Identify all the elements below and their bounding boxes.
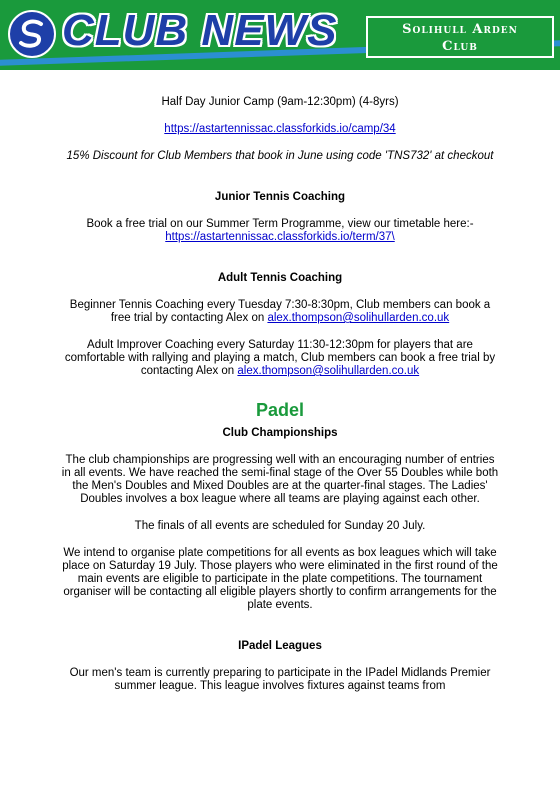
camp-title: Half Day Junior Camp (9am-12:30pm) (4-8yrs) bbox=[161, 96, 399, 108]
championships-paragraph-3: We intend to organise plate competitions for all events as box leagues which will take place on Saturday 19 July. Those players who were eliminated in the first round of the main events are eligible to participate in the plate competitions. The tournament organiser will be contacting all eligible players shortly to confirm arrangements for the plate events. bbox=[62, 547, 498, 611]
newsletter-content bbox=[60, 96, 500, 693]
leagues-paragraph-1: Our men's team is currently preparing to participate in the IPadel Midlands Premier summer league. This league involves fixtures against teams from bbox=[69, 667, 491, 692]
club-name-line1: Solihull Arden bbox=[402, 22, 518, 37]
padel-heading: Padel bbox=[255, 400, 305, 420]
championships-paragraph-1: The club championships are progressing well with an encouraging number of entries in all events. We have reached the semi-final stage of the Over 55 Doubles while both the Men's Doubles and Mixed Doubles are at the quarter-final stages. The Ladies' Doubles involves a box league where all teams are playing against each other. bbox=[61, 454, 499, 505]
junior-heading: Junior Tennis Coaching bbox=[214, 191, 346, 203]
junior-text bbox=[60, 218, 500, 244]
banner-title: CLUB NEWS bbox=[62, 6, 338, 55]
adult-beginner-body: Beginner Tennis Coaching every Tuesday 7:30-8:30pm, Club members can book a free trial by contacting Alex on bbox=[69, 299, 491, 324]
championships-paragraph-2: The finals of all events are scheduled for Sunday 20 July. bbox=[134, 520, 426, 532]
club-name-line2: Club bbox=[442, 39, 478, 54]
club-logo-icon bbox=[8, 10, 56, 58]
adult-improver-body: Adult Improver Coaching every Saturday 11:30-12:30pm for players that are comfortable with rallying and playing a match, Club members can book a free trial by contacting Alex on bbox=[64, 339, 496, 377]
adult-heading: Adult Tennis Coaching bbox=[217, 272, 343, 284]
adult-beginner-text bbox=[60, 299, 500, 325]
junior-timetable-link[interactable]: https://astartennissac.classforkids.io/term/37\ bbox=[165, 231, 395, 243]
leagues-heading: IPadel Leagues bbox=[238, 640, 322, 652]
camp-link[interactable]: https://astartennissac.classforkids.io/camp/34 bbox=[164, 123, 396, 135]
camp-discount: 15% Discount for Club Members that book in June using code 'TNS732' at checkout bbox=[66, 150, 494, 162]
newsletter-banner bbox=[0, 0, 560, 70]
adult-improver-email-link[interactable]: alex.thompson@solihullarden.co.uk bbox=[237, 365, 420, 377]
adult-improver-text bbox=[60, 339, 500, 378]
championships-heading: Club Championships bbox=[222, 427, 338, 439]
club-name-box bbox=[366, 16, 554, 58]
junior-text-body: Book a free trial on our Summer Term Programme, view our timetable here:- bbox=[86, 218, 474, 230]
adult-beginner-email-link[interactable]: alex.thompson@solihullarden.co.uk bbox=[267, 312, 450, 324]
